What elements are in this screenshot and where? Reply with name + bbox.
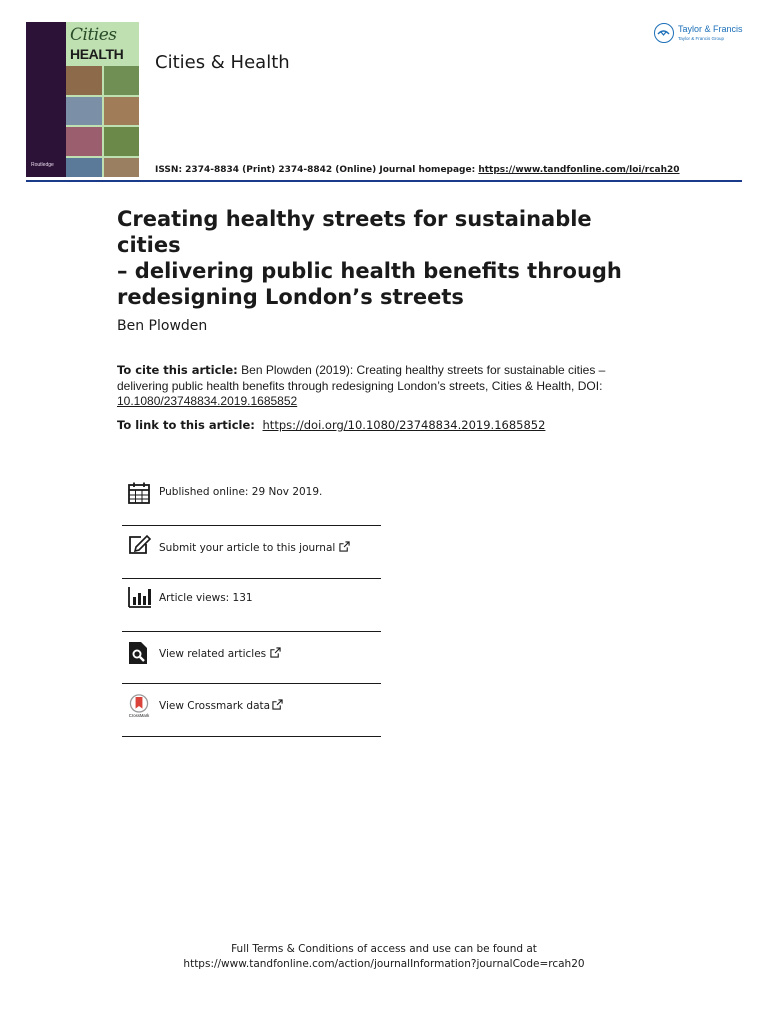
- crossmark-icon-text: CrossMark: [128, 713, 150, 718]
- article-title: [117, 206, 637, 310]
- article-title-line-1: Creating healthy streets for sustainable cities: [117, 207, 592, 257]
- published-online-row: [122, 474, 381, 526]
- article-doi-link[interactable]: https://doi.org/10.1080/23748834.2019.1685852: [262, 418, 546, 432]
- terms-url[interactable]: https://www.tandfonline.com/action/journalInformation?journalCode=rcah20: [183, 958, 585, 970]
- published-online-label: Published online: 29 Nov 2019.: [159, 486, 323, 498]
- taylor-francis-emblem-icon: [654, 23, 674, 43]
- taylor-francis-logo[interactable]: [654, 22, 746, 46]
- submit-article-row[interactable]: [122, 527, 381, 579]
- cover-photo-grid: [66, 66, 139, 177]
- issn-line: [155, 165, 680, 175]
- cite-text: Ben Plowden (2019): Creating healthy streets for sustainable cities – delivering public health benefits through redesigning London’s streets, Cities & Health, DOI:: [117, 363, 606, 393]
- submit-article-label[interactable]: [159, 541, 350, 554]
- bar-chart-icon: [127, 585, 151, 609]
- cover-spine: [26, 22, 66, 177]
- article-link-line: [117, 418, 545, 432]
- taylor-francis-group: Taylor & Francis Group: [678, 36, 725, 41]
- terms-line: Full Terms & Conditions of access and use can be found at: [231, 943, 537, 955]
- edit-icon: [127, 533, 151, 557]
- crossmark-label[interactable]: [159, 699, 283, 712]
- article-title-line-2: – delivering public health benefits through: [117, 259, 622, 283]
- link-label: To link to this article:: [117, 418, 255, 432]
- article-author: Ben Plowden: [117, 318, 208, 334]
- cite-doi-link[interactable]: 10.1080/23748834.2019.1685852: [117, 394, 298, 408]
- issn-text: ISSN: 2374-8834 (Print) 2374-8842 (Online) Journal homepage:: [155, 165, 479, 175]
- external-link-icon: [339, 541, 350, 552]
- journal-cover: [26, 22, 139, 177]
- taylor-francis-name: Taylor & Francis: [678, 24, 743, 34]
- calendar-icon: [127, 481, 151, 505]
- related-articles-row[interactable]: [122, 632, 381, 684]
- article-views-label: Article views: 131: [159, 592, 253, 604]
- search-document-icon: [127, 641, 151, 665]
- crossmark-icon: [127, 694, 151, 718]
- cover-title-cities: Cities: [70, 25, 117, 45]
- cover-publisher-logo: Routledge: [31, 162, 54, 168]
- terms-footer: [0, 942, 768, 972]
- journal-homepage-link[interactable]: https://www.tandfonline.com/loi/rcah20: [478, 165, 680, 175]
- cite-label: To cite this article:: [117, 363, 238, 377]
- related-articles-label[interactable]: [159, 647, 281, 660]
- header-divider: [26, 180, 742, 182]
- journal-name[interactable]: Cities & Health: [155, 52, 290, 73]
- crossmark-row[interactable]: [122, 685, 381, 737]
- related-articles-text: View related articles: [159, 648, 267, 660]
- external-link-icon: [270, 647, 281, 658]
- cover-title-health: HEALTH: [70, 46, 124, 62]
- article-title-line-3: redesigning London’s streets: [117, 285, 464, 309]
- article-views-row: [122, 580, 381, 632]
- citation-block: [117, 363, 637, 410]
- external-link-icon: [272, 699, 283, 710]
- submit-article-text: Submit your article to this journal: [159, 542, 336, 554]
- crossmark-text: View Crossmark data: [159, 700, 271, 712]
